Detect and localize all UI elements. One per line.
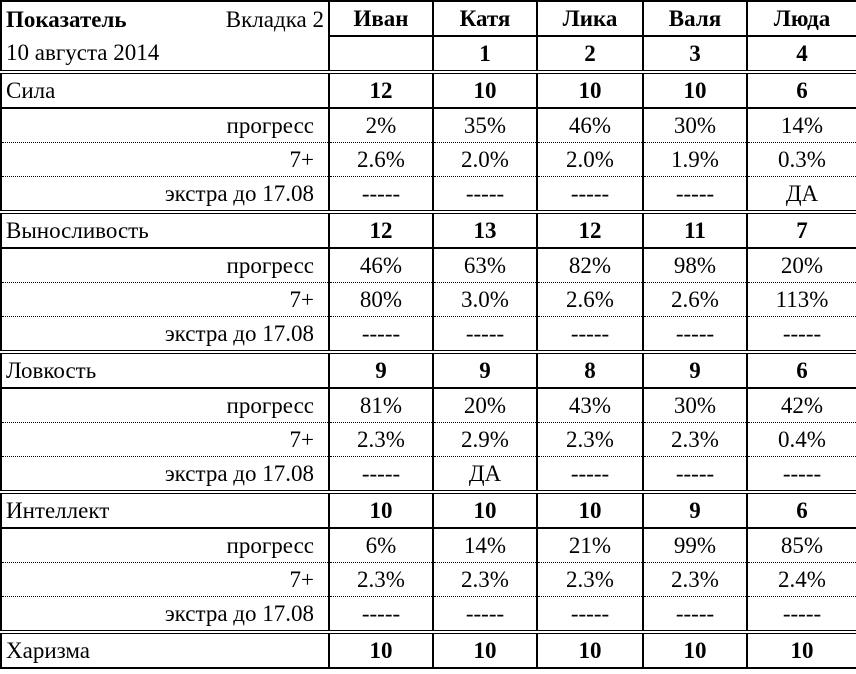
metric-value: ----- bbox=[643, 177, 747, 213]
metric-value: 2.3% bbox=[643, 423, 747, 457]
score-cell: 12 bbox=[329, 72, 433, 108]
metric-value: 98% bbox=[643, 248, 747, 283]
table-title: Показатель bbox=[6, 7, 127, 32]
metric-value: 2% bbox=[329, 108, 433, 143]
number-header: 4 bbox=[747, 36, 856, 72]
category-row bbox=[1, 492, 856, 528]
metric-value: 14% bbox=[433, 528, 537, 563]
metric-value: 46% bbox=[537, 108, 643, 143]
category-row bbox=[1, 212, 856, 248]
score-cell: 10 bbox=[329, 492, 433, 528]
metric-row bbox=[1, 317, 856, 353]
category-name: Интеллект bbox=[1, 492, 329, 528]
metric-value: 3.0% bbox=[433, 283, 537, 317]
name-header: Валя bbox=[643, 1, 747, 36]
metric-row bbox=[1, 528, 856, 563]
score-cell: 10 bbox=[433, 492, 537, 528]
metric-value: ----- bbox=[643, 597, 747, 633]
metric-value: ----- bbox=[537, 597, 643, 633]
metric-value: ----- bbox=[643, 317, 747, 353]
metric-value: 85% bbox=[747, 528, 856, 563]
metric-label: прогресс bbox=[1, 108, 329, 143]
metric-value: 2.3% bbox=[329, 423, 433, 457]
metric-value: 21% bbox=[537, 528, 643, 563]
metric-row bbox=[1, 283, 856, 317]
score-cell: 10 bbox=[537, 72, 643, 108]
metric-value: 99% bbox=[643, 528, 747, 563]
metric-value: ----- bbox=[433, 317, 537, 353]
metric-value: 82% bbox=[537, 248, 643, 283]
metric-row bbox=[1, 457, 856, 493]
score-cell: 10 bbox=[433, 72, 537, 108]
score-cell: 10 bbox=[329, 632, 433, 668]
number-header bbox=[329, 36, 433, 72]
score-cell: 10 bbox=[537, 492, 643, 528]
number-header: 2 bbox=[537, 36, 643, 72]
score-cell: 6 bbox=[747, 352, 856, 388]
category-row bbox=[1, 352, 856, 388]
metric-value: 2.6% bbox=[329, 143, 433, 177]
score-cell: 8 bbox=[537, 352, 643, 388]
metric-value: 43% bbox=[537, 388, 643, 423]
metric-value: 0.4% bbox=[747, 423, 856, 457]
metric-value: 80% bbox=[329, 283, 433, 317]
metric-value: 0.3% bbox=[747, 143, 856, 177]
number-header: 1 bbox=[433, 36, 537, 72]
score-cell: 9 bbox=[433, 352, 537, 388]
metric-value: 2.9% bbox=[433, 423, 537, 457]
category-name: Харизма bbox=[1, 632, 329, 668]
metric-label: экстра до 17.08 bbox=[1, 317, 329, 353]
metric-label: 7+ bbox=[1, 423, 329, 457]
metric-value: ----- bbox=[329, 597, 433, 633]
score-cell: 10 bbox=[643, 72, 747, 108]
metric-value: ДА bbox=[433, 457, 537, 493]
metric-value: ----- bbox=[433, 597, 537, 633]
score-cell: 6 bbox=[747, 72, 856, 108]
metric-value: 35% bbox=[433, 108, 537, 143]
metric-label: прогресс bbox=[1, 388, 329, 423]
metric-value: 46% bbox=[329, 248, 433, 283]
tab-label: Вкладка 2 bbox=[225, 7, 324, 32]
metric-value: ----- bbox=[537, 457, 643, 493]
score-cell: 12 bbox=[537, 212, 643, 248]
score-cell: 10 bbox=[537, 632, 643, 668]
metric-value: 2.6% bbox=[537, 283, 643, 317]
header-row bbox=[1, 1, 856, 36]
metric-value: 1.9% bbox=[643, 143, 747, 177]
number-header: 3 bbox=[643, 36, 747, 72]
metric-label: экстра до 17.08 bbox=[1, 597, 329, 633]
metric-value: ----- bbox=[747, 597, 856, 633]
metric-value: 30% bbox=[643, 388, 747, 423]
metric-value: 2.3% bbox=[537, 563, 643, 597]
metric-label: 7+ bbox=[1, 143, 329, 177]
metric-value: ----- bbox=[329, 177, 433, 213]
metric-value: ----- bbox=[329, 457, 433, 493]
metric-row bbox=[1, 143, 856, 177]
name-header: Иван bbox=[329, 1, 433, 36]
metric-label: экстра до 17.08 bbox=[1, 457, 329, 493]
metric-value: 2.4% bbox=[747, 563, 856, 597]
metric-value: 6% bbox=[329, 528, 433, 563]
metric-value: ----- bbox=[329, 317, 433, 353]
metric-label: 7+ bbox=[1, 563, 329, 597]
metric-value: 42% bbox=[747, 388, 856, 423]
score-cell: 11 bbox=[643, 212, 747, 248]
metric-value: 2.0% bbox=[433, 143, 537, 177]
metric-value: 2.3% bbox=[643, 563, 747, 597]
metric-value: ----- bbox=[747, 317, 856, 353]
metric-label: прогресс bbox=[1, 528, 329, 563]
score-cell: 9 bbox=[643, 352, 747, 388]
score-cell: 7 bbox=[747, 212, 856, 248]
metric-value: ----- bbox=[537, 177, 643, 213]
metric-row bbox=[1, 248, 856, 283]
metric-value: 81% bbox=[329, 388, 433, 423]
category-row bbox=[1, 72, 856, 108]
metric-value: 2.0% bbox=[537, 143, 643, 177]
score-cell: 10 bbox=[433, 632, 537, 668]
metric-label: 7+ bbox=[1, 283, 329, 317]
name-header: Люда bbox=[747, 1, 856, 36]
score-cell: 10 bbox=[747, 632, 856, 668]
category-row bbox=[1, 632, 856, 668]
report-date: 10 августа 2014 bbox=[6, 40, 160, 65]
metric-value: ----- bbox=[747, 457, 856, 493]
category-name: Сила bbox=[1, 72, 329, 108]
header-title-cell bbox=[1, 1, 329, 72]
metric-value: 2.3% bbox=[329, 563, 433, 597]
score-cell: 10 bbox=[643, 632, 747, 668]
category-name: Ловкость bbox=[1, 352, 329, 388]
metric-value: ----- bbox=[537, 317, 643, 353]
metric-value: ДА bbox=[747, 177, 856, 213]
category-name: Выносливость bbox=[1, 212, 329, 248]
metric-value: 20% bbox=[433, 388, 537, 423]
metric-value: 20% bbox=[747, 248, 856, 283]
metric-label: экстра до 17.08 bbox=[1, 177, 329, 213]
metric-row bbox=[1, 108, 856, 143]
name-header: Лика bbox=[537, 1, 643, 36]
metric-row bbox=[1, 563, 856, 597]
metric-value: ----- bbox=[643, 457, 747, 493]
score-cell: 12 bbox=[329, 212, 433, 248]
metric-value: ----- bbox=[433, 177, 537, 213]
score-cell: 9 bbox=[643, 492, 747, 528]
metric-row bbox=[1, 177, 856, 213]
metric-label: прогресс bbox=[1, 248, 329, 283]
score-cell: 6 bbox=[747, 492, 856, 528]
metric-value: 113% bbox=[747, 283, 856, 317]
score-cell: 13 bbox=[433, 212, 537, 248]
score-cell: 9 bbox=[329, 352, 433, 388]
metric-value: 30% bbox=[643, 108, 747, 143]
metric-value: 14% bbox=[747, 108, 856, 143]
name-header: Катя bbox=[433, 1, 537, 36]
metric-value: 2.6% bbox=[643, 283, 747, 317]
metric-value: 2.3% bbox=[433, 563, 537, 597]
metric-value: 63% bbox=[433, 248, 537, 283]
metric-row bbox=[1, 597, 856, 633]
metric-value: 2.3% bbox=[537, 423, 643, 457]
metric-row bbox=[1, 388, 856, 423]
metric-row bbox=[1, 423, 856, 457]
